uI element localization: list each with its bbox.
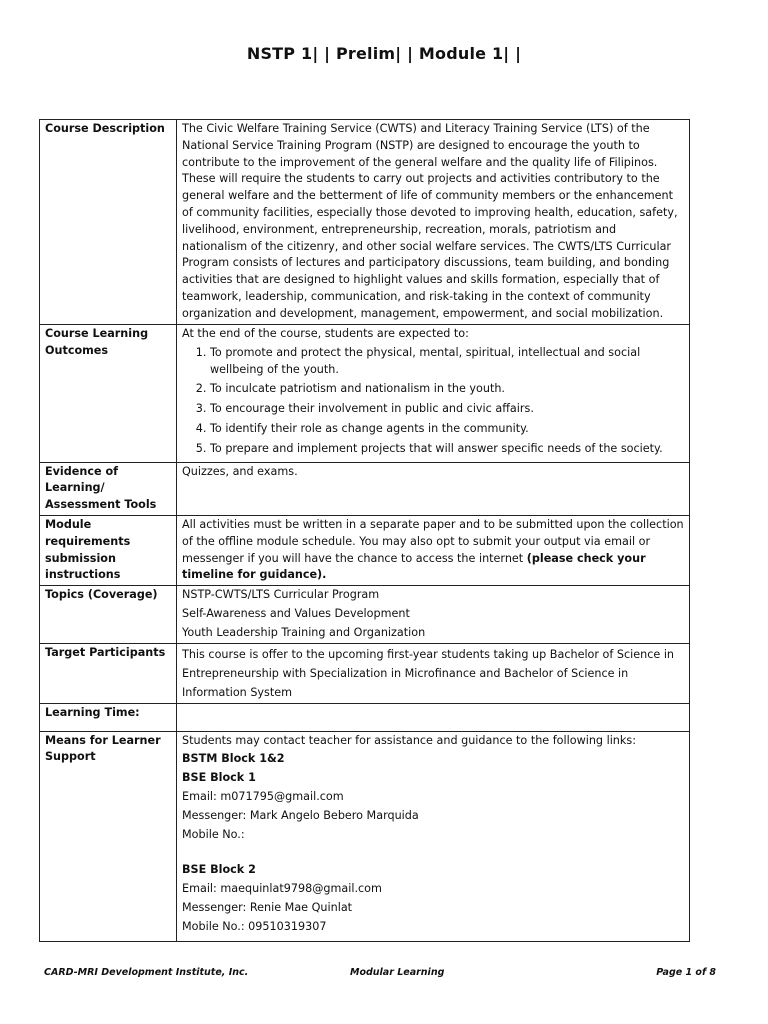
contact-mobile: Mobile No.: <box>182 827 245 841</box>
row-label: Topics (Coverage) <box>40 586 177 643</box>
row-label: Course Learning Outcomes <box>40 325 177 463</box>
contact-messenger: Messenger: Mark Angelo Bebero Marquida <box>182 808 419 822</box>
list-item: 4. To identify their role as change agents in the community. <box>210 421 684 438</box>
table-row <box>40 120 690 325</box>
footer-center: Modular Learning <box>350 967 445 978</box>
spacer <box>182 845 684 861</box>
list-item: 2. To inculcate patriotism and nationalism in the youth. <box>210 381 684 398</box>
row-label: Course Description <box>40 120 177 325</box>
list-item: Youth Leadership Training and Organization <box>182 625 426 639</box>
row-label: Target Participants <box>40 643 177 703</box>
footer-page-number: Page 1 of 8 <box>656 967 716 978</box>
support-intro: Students may contact teacher for assistance and guidance to the following links: <box>182 733 636 747</box>
requirements-text: All activities must be written in a separate paper and to be submitted upon the collection of the offline module schedule. You may also opt to submit your output via email or messenger if you will have the chance to access the internet <box>182 517 684 565</box>
table-row <box>40 643 690 703</box>
outcomes-list <box>182 345 684 458</box>
group-heading: BSE Block 2 <box>182 863 256 877</box>
contact-mobile: Mobile No.: 09510319307 <box>182 919 327 933</box>
table-row <box>40 325 690 463</box>
contact-messenger: Messenger: Renie Mae Quinlat <box>182 900 353 914</box>
list-item: 3. To encourage their involvement in public and civic affairs. <box>210 401 684 418</box>
table-row <box>40 515 690 585</box>
contact-email: Email: maequinlat9798@gmail.com <box>182 882 382 896</box>
evidence-text: Quizzes, and exams. <box>177 462 690 515</box>
table-row <box>40 586 690 643</box>
list-item: 1. To promote and protect the physical, mental, spiritual, intellectual and social wellbeing of the youth. <box>210 345 684 379</box>
list-item: 5. To prepare and implement projects that will answer specific needs of the society. <box>210 441 684 458</box>
course-description-text: The Civic Welfare Training Service (CWTS) and Literacy Training Service (LTS) of the National Service Training Program (NSTP) are designed to encourage the youth to contribute to the improvement of the general welfare and the quality life of Filipinos. These will require the students to carry out projects and activities contributory to the general welfare and the betterment of life of community members or the enhancement of community facilities, especially those devoted to improving health, education, safety, livelihood, environment, entrepreneurship, recreation, morals, patriotism and nationalism of the citizenry, and other social welfare services. The CWTS/LTS Curricular Program consists of lectures and participatory discussions, team building, and bonding activities that are designed to highlight values and skills formation, especially that of teamwork, leadership, communication, and risk-taking in the context of community organization and development, management, empowerment, and social mobilization. <box>177 120 690 325</box>
list-item: NSTP-CWTS/LTS Curricular Program <box>182 588 380 602</box>
module-info-table <box>39 119 690 942</box>
row-label: Means for Learner Support <box>40 731 177 941</box>
table-row <box>40 703 690 731</box>
row-label: Evidence of Learning/ Assessment Tools <box>40 462 177 515</box>
learning-outcomes-cell <box>177 325 690 463</box>
page-title: NSTP 1| | Prelim| | Module 1| | <box>246 44 522 63</box>
row-label: Learning Time: <box>40 703 177 731</box>
learning-time-value <box>177 703 690 731</box>
row-label: Module requirements submission instructions <box>40 515 177 585</box>
group-heading: BSTM Block 1&2 <box>182 752 285 766</box>
outcomes-intro: At the end of the course, students are expected to: <box>182 327 469 340</box>
contact-email: Email: m071795@gmail.com <box>182 789 344 803</box>
list-item: Self-Awareness and Values Development <box>182 606 410 620</box>
topics-cell <box>177 586 690 643</box>
table-row <box>40 731 690 941</box>
footer-institution: CARD-MRI Development Institute, Inc. <box>44 967 249 978</box>
support-cell <box>177 731 690 941</box>
page-footer <box>44 967 716 983</box>
target-text: This course is offer to the upcoming first-year students taking up Bachelor of Science in Entrepreneurship with Specialization in Microfinance and Bachelor of Science in Information System <box>177 643 690 703</box>
table-row <box>40 462 690 515</box>
requirements-bold-text: (please check your timeline for guidance). <box>182 551 646 582</box>
requirements-cell <box>177 515 690 585</box>
group-heading: BSE Block 1 <box>182 771 256 785</box>
